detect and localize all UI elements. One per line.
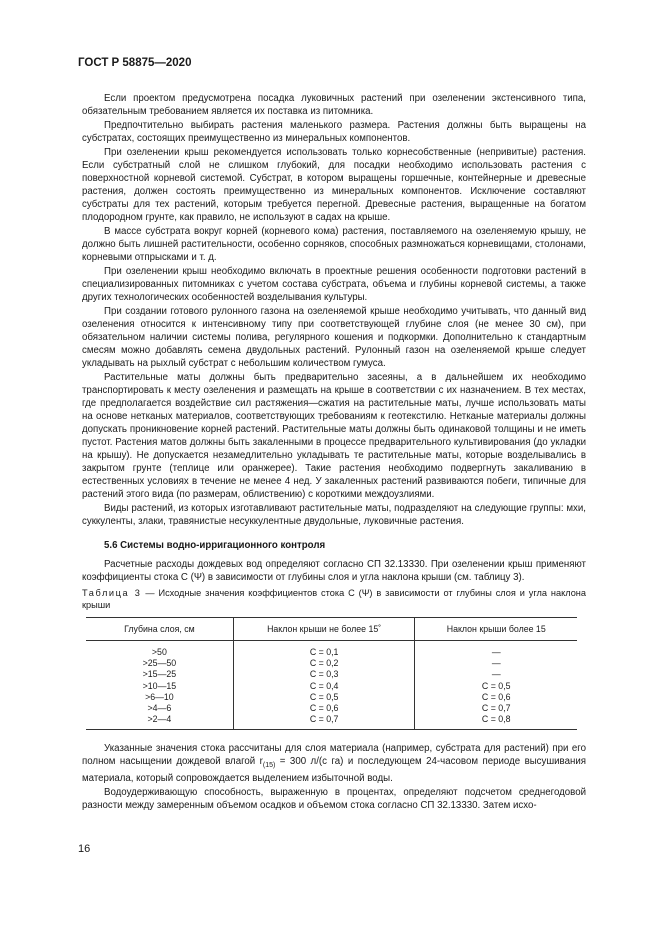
cell-coef-low: C = 0,2 [233,658,415,669]
cell-depth: >6—10 [145,691,174,702]
table-row [86,714,577,730]
table-row [86,703,577,714]
table-caption-text: — Исходные значения коэффициентов стока С (Ψ) в зависимости от глубины слоя и угла наклона крыши [82,588,586,610]
paragraph-runoff-values [82,742,586,785]
table-row [86,658,577,669]
runoff-text-b: = 300 л/(с га) и последующем 24-часовом периоде высушивания материала, который сопровождается выделением избыточной воды. [82,756,586,785]
runoff-text-a: Указанные значения стока рассчитаны для слоя материала (например, субстрата для растений) при его полном насыщении дождевой влагой r [82,743,586,768]
paragraph-rolled-lawn: При создании готового рулонного газона на озеленяемой крыше необходимо учитывать, что данный вид озеленения относится к интенсивному типу при соответствующей глубине слоя (не менее 30 см), при обязательном наличии системы полива, регулярного кошения и подкормки. Дополнительно к стандартным смесям можно добавлять семена двудольных растений. Рулонный газон на озеленяемой крыше следует укладывать на рыхлый субстрат с небольшим количеством гумуса. [82,306,586,369]
cell-coef-low: C = 0,7 [233,714,415,730]
cell-coef-high: — [415,658,577,669]
document-header: ГОСТ Р 58875—2020 [78,57,192,69]
cell-depth: >25—50 [142,658,177,669]
table-header-row [86,618,577,641]
page-number: 16 [78,843,91,855]
cell-coef-high: C = 0,6 [415,692,577,703]
table-caption-label: Таблица 3 [82,588,142,598]
cell-coef-high: — [415,669,577,680]
paragraph-bulbs: Если проектом предусмотрена посадка луковичных растений при озеленении экстенсивного типа, обязательным требованием является их поставка из питомника. [82,93,586,117]
paragraph-mat-species: Виды растений, из которых изготавливают растительные маты, подразделяют на следующие группы: мхи, суккуленты, злаки, травянистые несуккулентные двудольные, луковичные растения. [82,503,586,527]
page-content [82,92,586,812]
cell-depth: >4—6 [147,703,172,714]
section-heading: 5.6 Системы водно-ирригационного контроля [104,540,326,551]
cell-coef-low: C = 0,5 [233,692,415,703]
paragraph-own-root: При озеленении крыш рекомендуется использовать только корнесобственные (непривитые) растения. Если субстратный слой не слишком глубокий, для посадки необходимо использовать растения с поверхностной корневой системой. Субстрат, в котором выращены горшечные, контейнерные и древесные растения, должен состоять преимущественно из минеральных компонентов. Исключение составляют субстраты для тех растений, которым требуется перегной. Древесные растения, выращенные на богатом плодородном грунте, как правило, не используют в садах на крыше. [82,147,586,223]
cell-coef-high: C = 0,5 [415,681,577,692]
paragraph-root-ball: В массе субстрата вокруг корней (корневого кома) растения, поставляемого на озеленяемую крышу, не должно быть лишней растительности, особенно сорняков, способных размножаться корневищами, столонами, корневыми отпрысками и т. д. [82,226,586,263]
paragraph-small-plants: Предпочтительно выбирать растения маленького размера. Растения должны быть выращены на субстратах, состоящих преимущественно из минеральных компонентов. [82,120,586,144]
cell-coef-low: C = 0,3 [233,669,415,680]
header-depth: Глубина слоя, см [86,618,233,641]
table-row [86,681,577,692]
runoff-subscript: (15) [262,762,276,770]
cell-coef-high: C = 0,7 [415,703,577,714]
table-row [86,669,577,680]
paragraph-nursery: При озеленении крыш необходимо включать в проектные решения особенности подготовки растений в специализированных питомниках с учетом состава субстрата, объема и глубины корневой системы, а также других технологических особенностей возделывания культуры. [82,266,586,303]
cell-coef-low: C = 0,1 [233,641,415,659]
table-row [86,692,577,703]
section-intro: Расчетные расходы дождевых вод определяют согласно СП 32.13330. При озеленении крыш применяют коэффициенты стока С (Ψ) в зависимости от глубины слоя и угла наклона крыши (см. таблицу 3). [82,559,586,583]
cell-depth: >50 [151,647,167,657]
paragraph-water-retention: Водоудерживающую способность, выраженную в процентах, определяют подсчетом среднегодовой разности между замеренным объемом осадков и объемом стока согласно СП 32.13330. Затем исхо- [82,787,586,812]
cell-depth: >10—15 [142,680,177,691]
header-slope-gt-15: Наклон крыши более 15 [415,618,577,641]
table-row [86,641,577,659]
cell-coef-high: — [415,641,577,659]
paragraph-plant-mats: Растительные маты должны быть предварительно засеяны, а в дальнейшем их необходимо транспортировать к месту озеленения и размещать на крыше в соответствии с их назначением. В тех местах, где предполагается воздействие сил растяжения—сжатия на растительные маты, лучше использовать маты на основе нетканых материалов, соответствующих требованиям к геотекстилю. Нетканые материалы должны допускать проникновение корней растений. Растительные маты должны быть одинаковой толщины и не иметь пустот. Растения матов должны быть закаленными в процессе предварительного культивирования (до укладки на крышу). Не допускается незамедлительно укладывать те растительные маты, которые возделывались в закрытом грунте (теплице или оранжерее). Такие растения необходимо подвергнуть закаливанию в естественных условиях в течение не менее 4 нед. У закаленных растений развиваются побеги, типичные для растений этого вида (по размерам, облиствению) с короткими междоузлиями. [82,372,586,500]
header-slope-le-15: Наклон крыши не более 15˚ [233,618,415,641]
runoff-table [86,617,577,730]
cell-coef-high: C = 0,8 [415,714,577,730]
table-caption [82,587,586,611]
cell-coef-low: C = 0,6 [233,703,415,714]
cell-depth: >15—25 [142,669,177,680]
cell-coef-low: C = 0,4 [233,681,415,692]
cell-depth: >2—4 [86,714,233,730]
